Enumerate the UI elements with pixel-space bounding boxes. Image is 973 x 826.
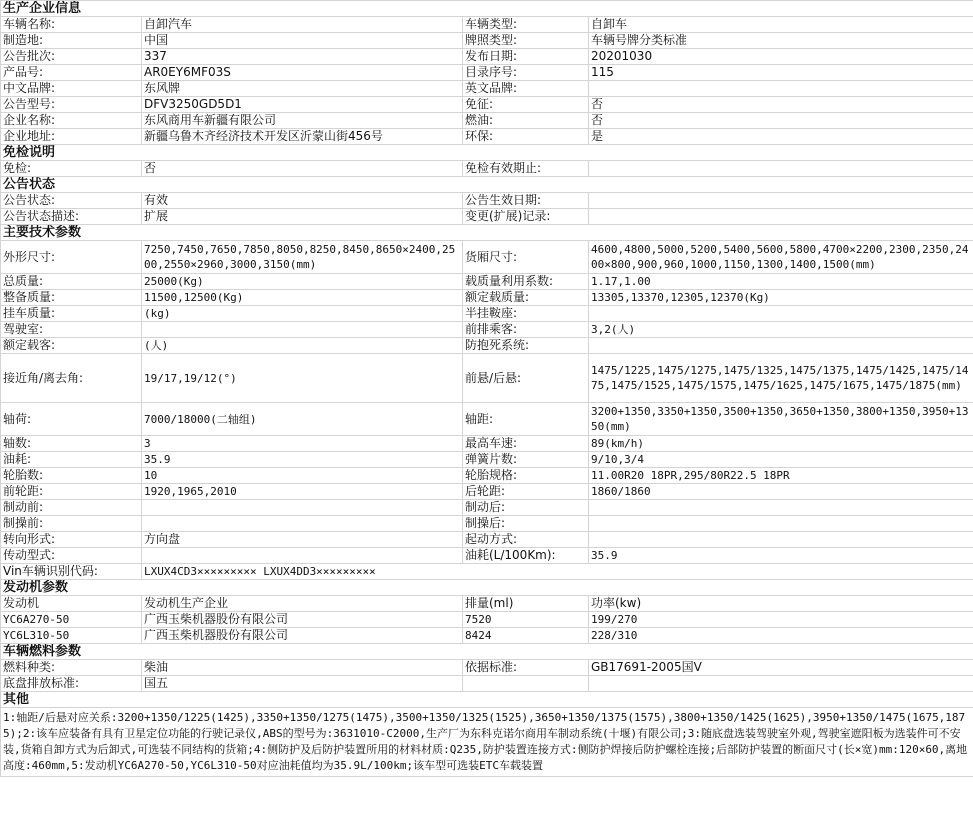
front-passengers: 3,2(人) bbox=[589, 322, 973, 338]
label: 变更(扩展)记录: bbox=[463, 209, 589, 225]
label: 额定载质量: bbox=[463, 290, 589, 306]
label: 公告型号: bbox=[1, 97, 142, 113]
engine-power: 228/310 bbox=[589, 628, 973, 644]
label: 企业地址: bbox=[1, 129, 142, 145]
section-producer: 生产企业信息 bbox=[1, 1, 973, 17]
tire-count: 10 bbox=[142, 468, 463, 484]
trailer-mass: (kg) bbox=[142, 306, 463, 322]
label: 燃料种类: bbox=[1, 660, 142, 676]
label: 发布日期: bbox=[463, 49, 589, 65]
label: 油耗: bbox=[1, 452, 142, 468]
label: 牌照类型: bbox=[463, 33, 589, 49]
label: 防抱死系统: bbox=[463, 338, 589, 354]
oil-per-100km: 35.9 bbox=[589, 548, 973, 564]
product-no: AR0EY6MF03S bbox=[142, 65, 463, 81]
label: 总质量: bbox=[1, 274, 142, 290]
engine-header-model: 发动机 bbox=[1, 596, 142, 612]
label: 目录序号: bbox=[463, 65, 589, 81]
wheelbase: 3200+1350,3350+1350,3500+1350,3650+1350,3800+1350,3950+1350(mm) bbox=[589, 403, 973, 436]
engine-maker: 广西玉柴机器股份有限公司 bbox=[142, 628, 463, 644]
tire-spec: 11.00R20 18PR,295/80R22.5 18PR bbox=[589, 468, 973, 484]
label: 货厢尺寸: bbox=[463, 241, 589, 274]
label: 制造地: bbox=[1, 33, 142, 49]
label: 轴数: bbox=[1, 436, 142, 452]
fuel-kind: 柴油 bbox=[142, 660, 463, 676]
section-tech: 主要技术参数 bbox=[1, 225, 973, 241]
load-utilization: 1.17,1.00 bbox=[589, 274, 973, 290]
catalog-no: 115 bbox=[589, 65, 973, 81]
label: 制动后: bbox=[463, 500, 589, 516]
label: 前轮距: bbox=[1, 484, 142, 500]
label: Vin车辆识别代码: bbox=[1, 564, 142, 580]
label: 轴荷: bbox=[1, 403, 142, 436]
label: 挂车质量: bbox=[1, 306, 142, 322]
label: 公告状态描述: bbox=[1, 209, 142, 225]
label: 驾驶室: bbox=[1, 322, 142, 338]
max-speed: 89(km/h) bbox=[589, 436, 973, 452]
abs-system bbox=[589, 338, 973, 354]
vehicle-name: 自卸汽车 bbox=[142, 17, 463, 33]
overhang: 1475/1225,1475/1275,1475/1325,1475/1375,1475/1425,1475/1475,1475/1525,1475/1575,1475/1625,1475/1675,1475/1875(mm) bbox=[589, 354, 973, 403]
table-row bbox=[1, 612, 973, 628]
front-track: 1920,1965,2010 bbox=[142, 484, 463, 500]
label: 企业名称: bbox=[1, 113, 142, 129]
free-check: 否 bbox=[142, 161, 463, 177]
label: 外形尺寸: bbox=[1, 241, 142, 274]
label: 半挂鞍座: bbox=[463, 306, 589, 322]
fuel-standard: GB17691-2005国Ⅴ bbox=[589, 660, 973, 676]
axle-count: 3 bbox=[142, 436, 463, 452]
front-brake-op bbox=[142, 516, 463, 532]
engine-displacement: 7520 bbox=[463, 612, 589, 628]
label: 整备质量: bbox=[1, 290, 142, 306]
engine-power: 199/270 bbox=[589, 612, 973, 628]
batch: 337 bbox=[142, 49, 463, 65]
label: 最高车速: bbox=[463, 436, 589, 452]
label: 制动前: bbox=[1, 500, 142, 516]
empty-cell bbox=[463, 676, 589, 692]
env-flag: 是 bbox=[589, 129, 973, 145]
label: 后轮距: bbox=[463, 484, 589, 500]
label: 转向形式: bbox=[1, 532, 142, 548]
engine-displacement: 8424 bbox=[463, 628, 589, 644]
label: 弹簧片数: bbox=[463, 452, 589, 468]
section-engine: 发动机参数 bbox=[1, 580, 973, 596]
saddle bbox=[589, 306, 973, 322]
label: 底盘排放标准: bbox=[1, 676, 142, 692]
section-status: 公告状态 bbox=[1, 177, 973, 193]
cab bbox=[142, 322, 463, 338]
curb-mass: 11500,12500(Kg) bbox=[142, 290, 463, 306]
engine-maker: 广西玉柴机器股份有限公司 bbox=[142, 612, 463, 628]
axle-load: 7000/18000(二轴组) bbox=[142, 403, 463, 436]
en-brand bbox=[589, 81, 973, 97]
label: 传动型式: bbox=[1, 548, 142, 564]
label: 制操后: bbox=[463, 516, 589, 532]
transmission bbox=[142, 548, 463, 564]
status-state: 有效 bbox=[142, 193, 463, 209]
corp-address: 新疆乌鲁木齐经济技术开发区沂蒙山街456号 bbox=[142, 129, 463, 145]
engine-model: YC6L310-50 bbox=[1, 628, 142, 644]
change-record bbox=[589, 209, 973, 225]
empty-cell bbox=[589, 676, 973, 692]
rear-brake bbox=[589, 500, 973, 516]
status-desc: 扩展 bbox=[142, 209, 463, 225]
start-mode bbox=[589, 532, 973, 548]
label: 载质量利用系数: bbox=[463, 274, 589, 290]
label: 免检: bbox=[1, 161, 142, 177]
label: 前排乘客: bbox=[463, 322, 589, 338]
label: 中文品牌: bbox=[1, 81, 142, 97]
label: 依据标准: bbox=[463, 660, 589, 676]
section-fuel: 车辆燃料参数 bbox=[1, 644, 973, 660]
rated-load: 13305,13370,12305,12370(Kg) bbox=[589, 290, 973, 306]
label: 接近角/离去角: bbox=[1, 354, 142, 403]
section-exemption: 免检说明 bbox=[1, 145, 973, 161]
label: 公告状态: bbox=[1, 193, 142, 209]
engine-model: YC6A270-50 bbox=[1, 612, 142, 628]
engine-header-power: 功率(kw) bbox=[589, 596, 973, 612]
label: 免检有效期止: bbox=[463, 161, 589, 177]
rear-track: 1860/1860 bbox=[589, 484, 973, 500]
label: 轴距: bbox=[463, 403, 589, 436]
label: 前悬/后悬: bbox=[463, 354, 589, 403]
other-notes: 1:轴距/后悬对应关系:3200+1350/1225(1425),3350+1350/1275(1475),3500+1350/1325(1525),3650+1350/1375(1575),3800+1350/1425(1625),3950+1350/1475(1675,1875);2:该车应装备有具有卫星定位功能的行驶记录仪,ABS的型号为:3631010-C2000,生产厂为东科克诺尔商用车制动系统(十堰)有限公司;3:随底盘选装驾驶室外观,驾驶室遮阳板为选装件可不安装,货箱自卸方式为后卸式,可选装不同结构的货箱;4:侧防护及后防护装置所用的材料材质:Q235,防护装置连接方式:侧防护焊接后防护螺栓连接;后部防护装置的断面尺寸(长×宽)mm:120×60,离地高度:460mm,5:发动机YC6A270-50,YC6L310-50对应油耗值均为35.9L/100km;该车型可选装ETC车载装置 bbox=[1, 708, 973, 777]
exempt: 否 bbox=[589, 97, 973, 113]
label: 车辆类型: bbox=[463, 17, 589, 33]
label: 轮胎规格: bbox=[463, 468, 589, 484]
chassis-emission: 国五 bbox=[142, 676, 463, 692]
spring-count: 9/10,3/4 bbox=[589, 452, 973, 468]
label: 燃油: bbox=[463, 113, 589, 129]
vin-code: LXUX4CD3××××××××× LXUX4DD3××××××××× bbox=[142, 564, 973, 580]
label: 额定载客: bbox=[1, 338, 142, 354]
steering: 方向盘 bbox=[142, 532, 463, 548]
approach-departure-angle: 19/17,19/12(°) bbox=[142, 354, 463, 403]
label: 轮胎数: bbox=[1, 468, 142, 484]
vehicle-type: 自卸车 bbox=[589, 17, 973, 33]
corp-name: 东风商用车新疆有限公司 bbox=[142, 113, 463, 129]
engine-header-maker: 发动机生产企业 bbox=[142, 596, 463, 612]
label: 英文品牌: bbox=[463, 81, 589, 97]
label: 环保: bbox=[463, 129, 589, 145]
release-date: 20201030 bbox=[589, 49, 973, 65]
section-other: 其他 bbox=[1, 692, 973, 708]
fuel-flag: 否 bbox=[589, 113, 973, 129]
table-row bbox=[1, 628, 973, 644]
cn-brand: 东风牌 bbox=[142, 81, 463, 97]
origin: 中国 bbox=[142, 33, 463, 49]
rear-brake-op bbox=[589, 516, 973, 532]
label: 起动方式: bbox=[463, 532, 589, 548]
model: DFV3250GD5D1 bbox=[142, 97, 463, 113]
front-brake bbox=[142, 500, 463, 516]
label: 车辆名称: bbox=[1, 17, 142, 33]
label: 制操前: bbox=[1, 516, 142, 532]
free-period bbox=[589, 161, 973, 177]
effective-date bbox=[589, 193, 973, 209]
dimensions: 7250,7450,7650,7850,8050,8250,8450,8650×2400,2500,2550×2960,3000,3150(mm) bbox=[142, 241, 463, 274]
plate-type: 车辆号牌分类标准 bbox=[589, 33, 973, 49]
label: 油耗(L/100Km): bbox=[463, 548, 589, 564]
fuel-consumption: 35.9 bbox=[142, 452, 463, 468]
engine-header-displacement: 排量(ml) bbox=[463, 596, 589, 612]
label: 公告生效日期: bbox=[463, 193, 589, 209]
label: 免征: bbox=[463, 97, 589, 113]
label: 公告批次: bbox=[1, 49, 142, 65]
label: 产品号: bbox=[1, 65, 142, 81]
gross-mass: 25000(Kg) bbox=[142, 274, 463, 290]
box-size: 4600,4800,5000,5200,5400,5600,5800,4700×2200,2300,2350,2400×800,900,960,1000,1150,1300,1400,1500(mm) bbox=[589, 241, 973, 274]
rated-passengers: (人) bbox=[142, 338, 463, 354]
